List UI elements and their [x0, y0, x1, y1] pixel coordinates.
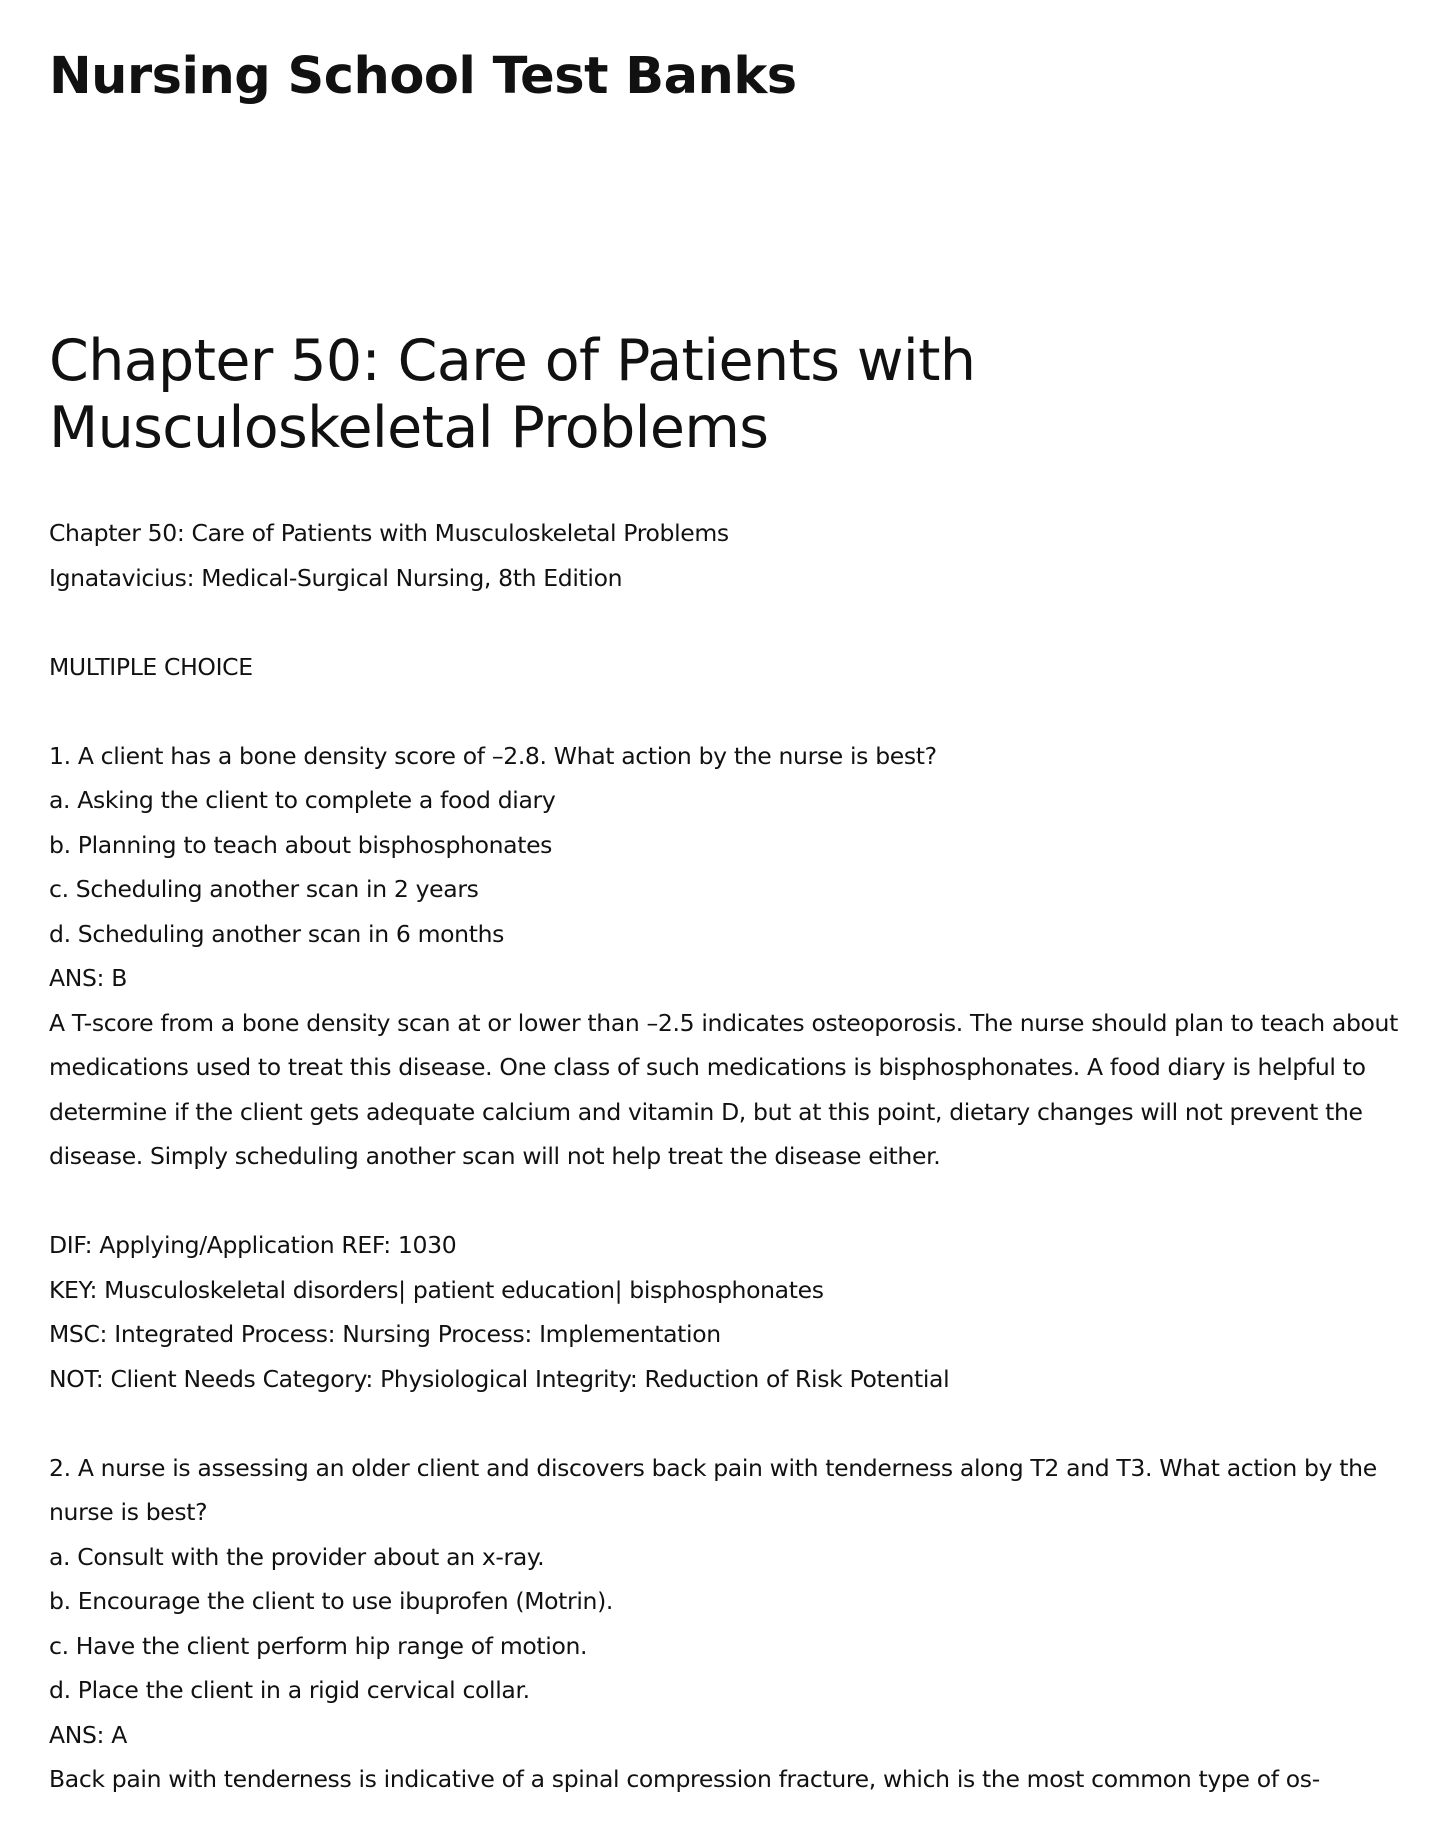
chapter-heading: Chapter 50: Care of Patients with Musculoskeletal Problems	[49, 328, 976, 461]
rationale: A T-score from a bone density scan at or lower than –2.5 indicates osteoporosis. The nurse should plan to teach about medications used to treat this disease. One class of such medications is bisphosphonates. A food diary is helpful to determine if the client gets adequate calcium and vitamin D, but at this point, dietary changes will not prevent the disease. Simply scheduling another scan will not help treat the disease either.	[49, 1008, 1398, 1170]
keywords: KEY: Musculoskeletal disorders| patient education| bisphosphonates	[49, 1275, 824, 1304]
site-title: Nursing School Test Banks	[49, 47, 797, 106]
difficulty-reference: DIF: Applying/Application REF: 1030	[49, 1231, 457, 1259]
client-needs: NOT: Client Needs Category: Physiological Integrity: Reduction of Risk Potential	[49, 1364, 950, 1393]
section-label: MULTIPLE CHOICE	[49, 652, 253, 681]
question-stem: 1. A client has a bone density score of –2.8. What action by the nurse is best?	[49, 741, 937, 770]
chapter-subtitle: Chapter 50: Care of Patients with Musculoskeletal Problems	[49, 519, 729, 547]
book-reference: Ignatavicius: Medical-Surgical Nursing, 8th Edition	[49, 563, 623, 592]
question-stem: 2. A nurse is assessing an older client and discovers back pain with tenderness along T2 and T3. What action by the nurse is best?	[49, 1453, 1377, 1526]
correct-answer: ANS: B	[49, 964, 127, 992]
answer-option: b. Encourage the client to use ibuprofen (Motrin).	[49, 1587, 614, 1615]
answer-option: d. Scheduling another scan in 6 months	[49, 919, 505, 948]
question-block	[49, 734, 1419, 1402]
answer-option: c. Scheduling another scan in 2 years	[49, 875, 479, 903]
spacer	[49, 600, 1419, 645]
spacer	[49, 1401, 1419, 1446]
answer-option: b. Planning to teach about bisphosphonates	[49, 830, 553, 859]
answer-option: a. Consult with the provider about an x-ray.	[49, 1542, 545, 1571]
spacer	[49, 1179, 1419, 1224]
spacer	[49, 689, 1419, 734]
answer-option: a. Asking the client to complete a food diary	[49, 786, 556, 814]
rationale: Back pain with tenderness is indicative of a spinal compression fracture, which is the most common type of os-	[49, 1765, 1320, 1793]
document-content	[49, 511, 1419, 1802]
answer-option: d. Place the client in a rigid cervical collar.	[49, 1676, 530, 1704]
integrated-process: MSC: Integrated Process: Nursing Process: Implementation	[49, 1320, 721, 1348]
correct-answer: ANS: A	[49, 1720, 127, 1749]
answer-option: c. Have the client perform hip range of motion.	[49, 1631, 588, 1660]
question-block	[49, 1446, 1419, 1802]
